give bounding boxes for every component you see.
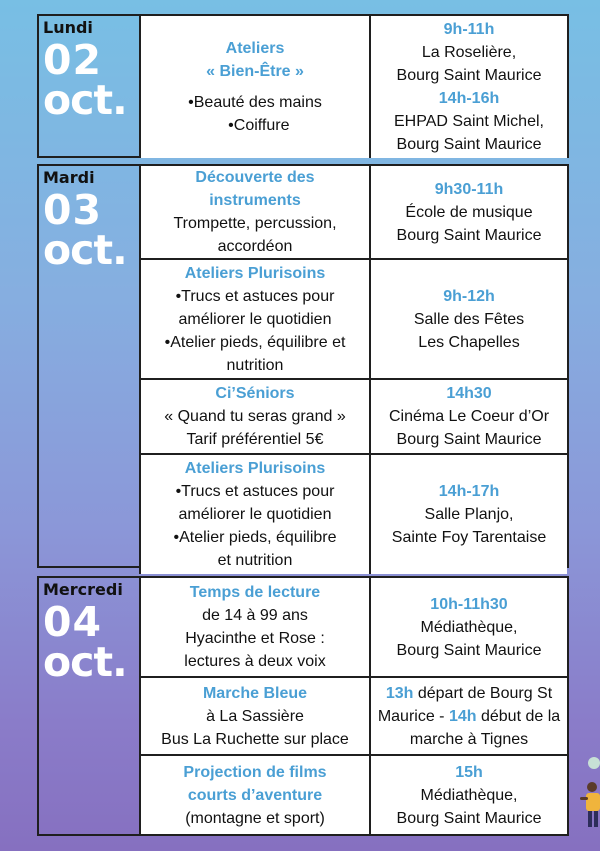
location-line: Salle des Fêtes xyxy=(413,310,525,328)
location-line: Bourg Saint Maurice xyxy=(396,641,542,659)
desc-line: •Coiffure xyxy=(228,117,290,134)
time-slot: 10h-11h30 xyxy=(430,595,508,613)
location-line: Les Chapelles xyxy=(418,333,520,351)
events xyxy=(139,578,567,834)
time-slot: 14h30 xyxy=(446,385,492,402)
event-row xyxy=(139,453,567,574)
location-line: Médiathèque, xyxy=(420,786,518,804)
info-cell xyxy=(371,16,567,158)
desc-line: améliorer le quotidien xyxy=(178,310,332,328)
info-cell xyxy=(371,678,567,754)
desc-line: •Atelier pieds, équilibre et xyxy=(164,333,346,351)
desc-line: Hyacinthe et Rose : xyxy=(185,630,325,647)
day-number: 04 xyxy=(43,598,103,646)
desc-line: •Beauté des mains xyxy=(188,94,322,111)
day-number: 03 xyxy=(43,186,103,234)
marche-line xyxy=(410,728,528,751)
info-cell xyxy=(371,260,567,378)
desc-line: •Trucs et astuces pour xyxy=(175,287,335,305)
location-line: Bourg Saint Maurice xyxy=(396,67,542,84)
activity-title: Ateliers Plurisoins xyxy=(184,460,326,477)
location-line: Bourg Saint Maurice xyxy=(396,809,542,827)
day-month: oct. xyxy=(43,638,127,686)
activity-cell xyxy=(141,578,371,676)
day-block-mercredi xyxy=(37,576,569,836)
info-cell xyxy=(371,578,567,676)
location-line: Médiathèque, xyxy=(420,618,518,636)
desc-line: nutrition xyxy=(226,356,284,374)
desc-line: « Quand tu seras grand » xyxy=(164,408,346,425)
activity-title: Ateliers xyxy=(225,40,285,57)
activity-cell xyxy=(141,380,371,453)
activity-cell xyxy=(141,455,371,574)
time-slot: 14h-17h xyxy=(438,483,500,500)
activity-title: Ateliers Plurisoins xyxy=(184,264,326,282)
event-row xyxy=(139,754,567,834)
day-name: Mercredi xyxy=(43,580,123,599)
time-slot: 9h30-11h xyxy=(434,180,504,198)
desc-line: et nutrition xyxy=(217,552,293,569)
activity-title: Temps de lecture xyxy=(189,584,321,601)
desc-line: lectures à deux voix xyxy=(184,653,326,670)
day-name: Mardi xyxy=(43,168,95,187)
time-slot: 9h-12h xyxy=(443,287,495,305)
activity-title: « Bien-Être » xyxy=(206,63,304,80)
activity-title: Marche Bleue xyxy=(202,684,308,702)
info-cell xyxy=(371,166,567,258)
desc-line: à La Sassière xyxy=(206,707,304,725)
desc-line: Tarif préférentiel 5€ xyxy=(186,431,324,448)
day-block-lundi xyxy=(37,14,569,158)
time-slot: 14h-16h xyxy=(438,90,500,107)
time-slot: 14h xyxy=(448,707,477,725)
location-text: Maurice - xyxy=(377,707,449,725)
location-text: départ de Bourg St xyxy=(413,684,553,702)
activity-title: Projection de films xyxy=(183,763,327,781)
info-cell xyxy=(371,455,567,574)
day-number: 02 xyxy=(43,36,103,84)
day-month: oct. xyxy=(43,226,127,274)
event-row xyxy=(139,378,567,453)
location-line: Cinéma Le Coeur d’Or xyxy=(388,408,550,425)
info-cell xyxy=(371,380,567,453)
location-text: marche à Tignes xyxy=(409,730,529,748)
activity-title: Découverte des xyxy=(195,169,315,186)
activity-title: instruments xyxy=(209,192,301,209)
events xyxy=(139,16,567,156)
desc-line: Bus La Ruchette sur place xyxy=(161,730,349,748)
day-label xyxy=(39,578,139,834)
event-row xyxy=(139,258,567,378)
day-label xyxy=(39,16,139,156)
activity-cell xyxy=(141,166,371,258)
location-line: La Roselière, xyxy=(421,44,517,61)
activity-cell xyxy=(141,16,371,158)
location-line: Salle Planjo, xyxy=(424,506,514,523)
time-slot: 9h-11h xyxy=(443,21,495,38)
event-row xyxy=(139,578,567,676)
day-month: oct. xyxy=(43,76,127,124)
location-line: Bourg Saint Maurice xyxy=(396,136,542,153)
desc-line: Trompette, percussion, xyxy=(173,215,337,232)
activity-cell xyxy=(141,260,371,378)
event-row xyxy=(139,166,567,258)
desc-line: de 14 à 99 ans xyxy=(202,607,308,624)
day-name: Lundi xyxy=(43,18,93,37)
info-cell xyxy=(371,756,567,834)
location-line: Sainte Foy Tarentaise xyxy=(391,529,547,546)
marche-line xyxy=(378,705,560,728)
time-slot: 13h xyxy=(385,684,414,702)
activity-desc xyxy=(188,91,322,137)
activity-cell xyxy=(141,678,371,754)
day-label xyxy=(39,166,139,566)
activity-title: Ci’Séniors xyxy=(215,385,295,402)
events xyxy=(139,166,567,569)
desc-line: améliorer le quotidien xyxy=(178,506,332,523)
desc-line: •Trucs et astuces pour xyxy=(175,483,335,500)
person-illustration-icon xyxy=(578,753,600,833)
time-slot: 15h xyxy=(455,763,483,781)
location-line: Bourg Saint Maurice xyxy=(396,226,542,244)
marche-line xyxy=(386,682,552,705)
day-block-mardi xyxy=(37,164,569,568)
activity-cell xyxy=(141,756,371,834)
location-line: Bourg Saint Maurice xyxy=(396,431,542,448)
activity-title: courts d’aventure xyxy=(187,786,323,804)
desc-line: (montagne et sport) xyxy=(185,809,325,827)
location-line: École de musique xyxy=(405,203,533,221)
desc-line: •Atelier pieds, équilibre xyxy=(173,529,337,546)
event-row xyxy=(139,16,567,158)
location-text: début de la xyxy=(476,707,561,725)
location-line: EHPAD Saint Michel, xyxy=(394,113,544,130)
desc-line: accordéon xyxy=(217,238,293,255)
event-row xyxy=(139,676,567,754)
